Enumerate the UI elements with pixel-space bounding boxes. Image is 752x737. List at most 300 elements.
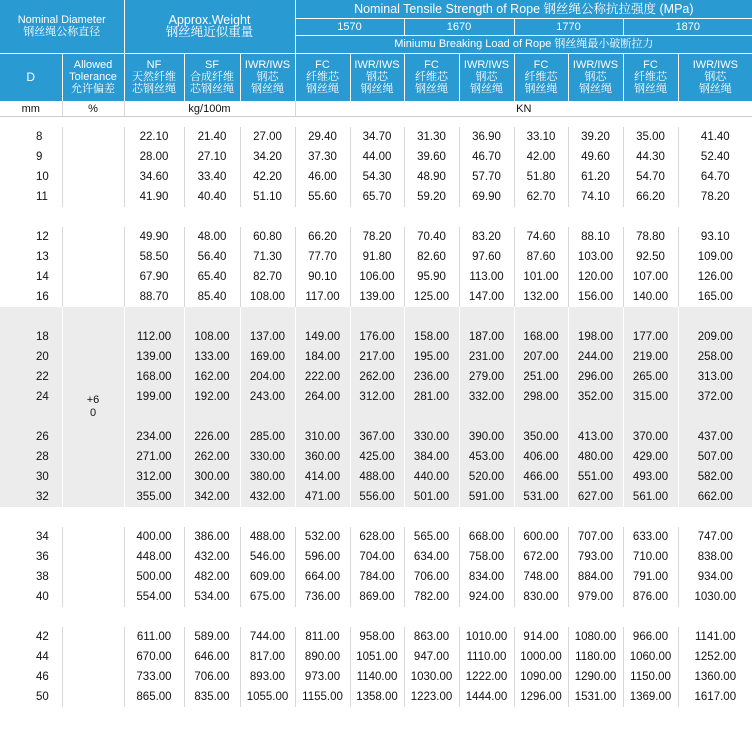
value-cell: 184.00 bbox=[295, 347, 350, 367]
value-cell: 838.00 bbox=[678, 547, 752, 567]
value-cell: 92.50 bbox=[623, 247, 678, 267]
value-cell: 226.00 bbox=[184, 427, 240, 447]
value-cell: 1531.00 bbox=[568, 687, 623, 707]
value-cell: 811.00 bbox=[295, 627, 350, 647]
value-cell: 87.60 bbox=[514, 247, 568, 267]
value-cell: 313.00 bbox=[678, 367, 752, 387]
value-cell: 33.40 bbox=[184, 167, 240, 187]
value-cell: 70.40 bbox=[404, 227, 459, 247]
value-cell: 342.00 bbox=[184, 487, 240, 507]
value-cell: 217.00 bbox=[350, 347, 404, 367]
spacer-cell bbox=[350, 607, 404, 627]
value-cell: 1110.00 bbox=[459, 647, 514, 667]
fc-label-cn2: 钢丝绳 bbox=[306, 83, 340, 96]
value-cell: 187.00 bbox=[459, 327, 514, 347]
group-spacer-row bbox=[0, 307, 752, 327]
value-cell: 90.10 bbox=[295, 267, 350, 287]
value-cell: 390.00 bbox=[459, 427, 514, 447]
value-cell: 126.00 bbox=[678, 267, 752, 287]
spacer-cell bbox=[404, 117, 459, 128]
value-cell: 865.00 bbox=[124, 687, 184, 707]
iws-label: IWR/IWS bbox=[572, 59, 619, 72]
value-cell: 168.00 bbox=[514, 327, 568, 347]
value-cell: 82.70 bbox=[240, 267, 295, 287]
value-cell: 54.30 bbox=[350, 167, 404, 187]
tolerance-cell-empty bbox=[62, 667, 124, 687]
value-cell: 48.00 bbox=[184, 227, 240, 247]
diameter-cell: 34 bbox=[0, 527, 62, 547]
spacer-cell bbox=[124, 407, 184, 427]
value-cell: 448.00 bbox=[124, 547, 184, 567]
value-cell: 132.00 bbox=[514, 287, 568, 307]
value-cell: 1444.00 bbox=[459, 687, 514, 707]
value-cell: 869.00 bbox=[350, 587, 404, 607]
value-cell: 243.00 bbox=[240, 387, 295, 407]
value-cell: 1369.00 bbox=[623, 687, 678, 707]
value-cell: 432.00 bbox=[184, 547, 240, 567]
value-cell: 165.00 bbox=[678, 287, 752, 307]
diameter-cell: 18 bbox=[0, 327, 62, 347]
spacer-cell bbox=[0, 117, 62, 128]
value-cell: 893.00 bbox=[240, 667, 295, 687]
table-row bbox=[0, 527, 752, 547]
spacer-cell bbox=[623, 207, 678, 227]
value-cell: 59.20 bbox=[404, 187, 459, 207]
spacer-cell bbox=[184, 607, 240, 627]
value-cell: 668.00 bbox=[459, 527, 514, 547]
value-cell: 48.90 bbox=[404, 167, 459, 187]
diameter-cell: 11 bbox=[0, 187, 62, 207]
tolerance-cell-empty bbox=[62, 127, 124, 147]
value-cell: 41.90 bbox=[124, 187, 184, 207]
value-cell: 664.00 bbox=[295, 567, 350, 587]
value-cell: 137.00 bbox=[240, 327, 295, 347]
value-cell: 69.90 bbox=[459, 187, 514, 207]
value-cell: 413.00 bbox=[568, 427, 623, 447]
table-row bbox=[0, 267, 752, 287]
value-cell: 352.00 bbox=[568, 387, 623, 407]
value-cell: 207.00 bbox=[514, 347, 568, 367]
fc-label-cn2: 钢丝绳 bbox=[524, 83, 558, 96]
value-cell: 101.00 bbox=[514, 267, 568, 287]
group-spacer-row bbox=[0, 507, 752, 527]
value-cell: 500.00 bbox=[124, 567, 184, 587]
value-cell: 380.00 bbox=[240, 467, 295, 487]
spacer-cell bbox=[678, 117, 752, 128]
spacer-cell bbox=[404, 407, 459, 427]
table-row bbox=[0, 247, 752, 267]
value-cell: 532.00 bbox=[295, 527, 350, 547]
spacer-cell bbox=[350, 207, 404, 227]
value-cell: 36.90 bbox=[459, 127, 514, 147]
value-cell: 56.40 bbox=[184, 247, 240, 267]
diameter-cell: 9 bbox=[0, 147, 62, 167]
value-cell: 262.00 bbox=[350, 367, 404, 387]
value-cell: 310.00 bbox=[295, 427, 350, 447]
spacer-cell bbox=[459, 507, 514, 527]
spacer-cell bbox=[568, 117, 623, 128]
spacer-cell bbox=[0, 407, 62, 427]
value-cell: 675.00 bbox=[240, 587, 295, 607]
spacer-cell bbox=[514, 407, 568, 427]
value-cell: 57.70 bbox=[459, 167, 514, 187]
value-cell: 744.00 bbox=[240, 627, 295, 647]
value-cell: 531.00 bbox=[514, 487, 568, 507]
spacer-cell bbox=[62, 507, 124, 527]
value-cell: 300.00 bbox=[184, 467, 240, 487]
diameter-cell: 12 bbox=[0, 227, 62, 247]
value-cell: 507.00 bbox=[678, 447, 752, 467]
iws-label-cn2: 钢丝绳 bbox=[579, 83, 613, 96]
value-cell: 350.00 bbox=[514, 427, 568, 447]
fc-label-cn2: 钢丝绳 bbox=[415, 83, 449, 96]
value-cell: 440.00 bbox=[404, 467, 459, 487]
iws-label-cn2: 钢丝绳 bbox=[470, 83, 504, 96]
iws-1570-column-header bbox=[350, 53, 404, 101]
spacer-cell bbox=[623, 117, 678, 128]
value-cell: 400.00 bbox=[124, 527, 184, 547]
spacer-cell bbox=[240, 607, 295, 627]
value-cell: 437.00 bbox=[678, 427, 752, 447]
value-cell: 279.00 bbox=[459, 367, 514, 387]
value-cell: 480.00 bbox=[568, 447, 623, 467]
spacer-cell bbox=[295, 607, 350, 627]
tolerance-cell-empty bbox=[62, 227, 124, 247]
table-row bbox=[0, 687, 752, 707]
value-cell: 793.00 bbox=[568, 547, 623, 567]
value-cell: 108.00 bbox=[240, 287, 295, 307]
value-cell: 627.00 bbox=[568, 487, 623, 507]
diameter-cell: 30 bbox=[0, 467, 62, 487]
value-cell: 236.00 bbox=[404, 367, 459, 387]
diameter-cell: 10 bbox=[0, 167, 62, 187]
nominal-diameter-header bbox=[0, 0, 124, 53]
value-cell: 1358.00 bbox=[350, 687, 404, 707]
fc-1570-column-header bbox=[295, 53, 350, 101]
value-cell: 83.20 bbox=[459, 227, 514, 247]
spacer-cell bbox=[678, 307, 752, 327]
value-cell: 42.00 bbox=[514, 147, 568, 167]
approx-weight-label-cn: 钢丝绳近似重量 bbox=[165, 25, 254, 40]
value-cell: 662.00 bbox=[678, 487, 752, 507]
value-cell: 706.00 bbox=[404, 567, 459, 587]
value-cell: 733.00 bbox=[124, 667, 184, 687]
fc-label-cn1: 纤维芯 bbox=[306, 71, 340, 84]
tolerance-cell-empty bbox=[62, 627, 124, 647]
value-cell: 65.70 bbox=[350, 187, 404, 207]
fc-label-cn1: 纤维芯 bbox=[415, 71, 449, 84]
diameter-cell: 28 bbox=[0, 447, 62, 467]
table-body bbox=[0, 117, 752, 708]
value-cell: 551.00 bbox=[568, 467, 623, 487]
sf-label-cn2: 芯钢丝绳 bbox=[190, 83, 234, 96]
tolerance-upper: +6 bbox=[86, 394, 100, 406]
diameter-cell: 32 bbox=[0, 487, 62, 507]
table-row bbox=[0, 147, 752, 167]
fc-1870-column-header bbox=[623, 53, 678, 101]
tolerance-cell-empty bbox=[62, 267, 124, 287]
value-cell: 1080.00 bbox=[568, 627, 623, 647]
diameter-cell: 26 bbox=[0, 427, 62, 447]
table-header bbox=[0, 0, 752, 117]
value-cell: 51.80 bbox=[514, 167, 568, 187]
value-cell: 710.00 bbox=[623, 547, 678, 567]
table-row bbox=[0, 167, 752, 187]
value-cell: 244.00 bbox=[568, 347, 623, 367]
value-cell: 332.00 bbox=[459, 387, 514, 407]
spacer-cell bbox=[295, 407, 350, 427]
spacer-cell bbox=[124, 117, 184, 128]
value-cell: 386.00 bbox=[184, 527, 240, 547]
grade-1770-header: 1770 bbox=[514, 18, 623, 35]
value-cell: 646.00 bbox=[184, 647, 240, 667]
value-cell: 113.00 bbox=[459, 267, 514, 287]
value-cell: 554.00 bbox=[124, 587, 184, 607]
spacer-cell bbox=[514, 507, 568, 527]
diameter-cell: 14 bbox=[0, 267, 62, 287]
value-cell: 520.00 bbox=[459, 467, 514, 487]
spacer-cell bbox=[678, 507, 752, 527]
value-cell: 176.00 bbox=[350, 327, 404, 347]
tolerance-cell-empty bbox=[62, 187, 124, 207]
value-cell: 95.90 bbox=[404, 267, 459, 287]
value-cell: 46.70 bbox=[459, 147, 514, 167]
spacer-cell bbox=[184, 307, 240, 327]
value-cell: 149.00 bbox=[295, 327, 350, 347]
value-cell: 429.00 bbox=[623, 447, 678, 467]
grade-1570-header: 1570 bbox=[295, 18, 404, 35]
spacer-cell bbox=[459, 607, 514, 627]
value-cell: 82.60 bbox=[404, 247, 459, 267]
fc-label-cn1: 纤维芯 bbox=[634, 71, 668, 84]
value-cell: 58.50 bbox=[124, 247, 184, 267]
value-cell: 330.00 bbox=[240, 447, 295, 467]
value-cell: 91.80 bbox=[350, 247, 404, 267]
value-cell: 49.60 bbox=[568, 147, 623, 167]
value-cell: 414.00 bbox=[295, 467, 350, 487]
iwr-label-cn2: 钢丝绳 bbox=[251, 83, 284, 96]
value-cell: 425.00 bbox=[350, 447, 404, 467]
spacer-cell bbox=[0, 307, 62, 327]
value-cell: 979.00 bbox=[568, 587, 623, 607]
sf-column-header bbox=[184, 53, 240, 101]
diameter-cell: 13 bbox=[0, 247, 62, 267]
value-cell: 195.00 bbox=[404, 347, 459, 367]
value-cell: 64.70 bbox=[678, 167, 752, 187]
value-cell: 890.00 bbox=[295, 647, 350, 667]
spacer-cell bbox=[184, 207, 240, 227]
value-cell: 209.00 bbox=[678, 327, 752, 347]
value-cell: 35.00 bbox=[623, 127, 678, 147]
value-cell: 65.40 bbox=[184, 267, 240, 287]
value-cell: 34.60 bbox=[124, 167, 184, 187]
fc-label: FC bbox=[424, 59, 439, 72]
value-cell: 117.00 bbox=[295, 287, 350, 307]
value-cell: 66.20 bbox=[295, 227, 350, 247]
value-cell: 330.00 bbox=[404, 427, 459, 447]
tolerance-label-cn: 允许偏差 bbox=[71, 83, 115, 96]
value-cell: 61.20 bbox=[568, 167, 623, 187]
value-cell: 258.00 bbox=[678, 347, 752, 367]
spacer-cell bbox=[459, 307, 514, 327]
value-cell: 966.00 bbox=[623, 627, 678, 647]
value-cell: 835.00 bbox=[184, 687, 240, 707]
value-cell: 1180.00 bbox=[568, 647, 623, 667]
value-cell: 312.00 bbox=[350, 387, 404, 407]
value-cell: 120.00 bbox=[568, 267, 623, 287]
value-cell: 589.00 bbox=[184, 627, 240, 647]
tolerance-cell-empty bbox=[62, 147, 124, 167]
value-cell: 1090.00 bbox=[514, 667, 568, 687]
spacer-cell bbox=[184, 507, 240, 527]
value-cell: 372.00 bbox=[678, 387, 752, 407]
value-cell: 133.00 bbox=[184, 347, 240, 367]
value-cell: 103.00 bbox=[568, 247, 623, 267]
value-cell: 106.00 bbox=[350, 267, 404, 287]
tolerance-cell-empty bbox=[62, 527, 124, 547]
sf-label-cn1: 合成纤维 bbox=[190, 71, 234, 84]
value-cell: 312.00 bbox=[124, 467, 184, 487]
spacer-cell bbox=[295, 507, 350, 527]
value-cell: 21.40 bbox=[184, 127, 240, 147]
value-cell: 78.20 bbox=[678, 187, 752, 207]
value-cell: 222.00 bbox=[295, 367, 350, 387]
spacer-cell bbox=[295, 207, 350, 227]
spacer-cell bbox=[240, 407, 295, 427]
value-cell: 934.00 bbox=[678, 567, 752, 587]
approx-weight-label: Approx.Weight bbox=[168, 13, 251, 28]
group-spacer-row bbox=[0, 607, 752, 627]
tolerance-lower: 0 bbox=[89, 407, 97, 419]
table-row bbox=[0, 187, 752, 207]
value-cell: 600.00 bbox=[514, 527, 568, 547]
iws-1670-column-header bbox=[459, 53, 514, 101]
value-cell: 1030.00 bbox=[678, 587, 752, 607]
diameter-cell: 36 bbox=[0, 547, 62, 567]
value-cell: 78.80 bbox=[623, 227, 678, 247]
value-cell: 834.00 bbox=[459, 567, 514, 587]
value-cell: 453.00 bbox=[459, 447, 514, 467]
value-cell: 501.00 bbox=[404, 487, 459, 507]
value-cell: 41.40 bbox=[678, 127, 752, 147]
spacer-cell bbox=[404, 507, 459, 527]
value-cell: 791.00 bbox=[623, 567, 678, 587]
value-cell: 884.00 bbox=[568, 567, 623, 587]
fc-1770-column-header bbox=[514, 53, 568, 101]
value-cell: 22.10 bbox=[124, 127, 184, 147]
value-cell: 219.00 bbox=[623, 347, 678, 367]
value-cell: 27.10 bbox=[184, 147, 240, 167]
iws-label: IWR/IWS bbox=[463, 59, 510, 72]
tolerance-cell-empty bbox=[62, 547, 124, 567]
units-row bbox=[0, 101, 752, 117]
value-cell: 265.00 bbox=[623, 367, 678, 387]
spacer-cell bbox=[514, 307, 568, 327]
value-cell: 77.70 bbox=[295, 247, 350, 267]
value-cell: 52.40 bbox=[678, 147, 752, 167]
table-row bbox=[0, 627, 752, 647]
diameter-cell: 50 bbox=[0, 687, 62, 707]
value-cell: 199.00 bbox=[124, 387, 184, 407]
value-cell: 28.00 bbox=[124, 147, 184, 167]
value-cell: 158.00 bbox=[404, 327, 459, 347]
nominal-diameter-label-cn: 钢丝绳公称直径 bbox=[23, 26, 101, 39]
spacer-cell bbox=[124, 507, 184, 527]
value-cell: 706.00 bbox=[184, 667, 240, 687]
value-cell: 1296.00 bbox=[514, 687, 568, 707]
value-cell: 198.00 bbox=[568, 327, 623, 347]
table-row bbox=[0, 227, 752, 247]
spacer-cell bbox=[568, 207, 623, 227]
value-cell: 817.00 bbox=[240, 647, 295, 667]
diameter-cell: 40 bbox=[0, 587, 62, 607]
value-cell: 97.60 bbox=[459, 247, 514, 267]
group-spacer-row bbox=[0, 207, 752, 227]
value-cell: 27.00 bbox=[240, 127, 295, 147]
spacer-cell bbox=[623, 507, 678, 527]
value-cell: 1223.00 bbox=[404, 687, 459, 707]
value-cell: 565.00 bbox=[404, 527, 459, 547]
iws-label: IWR/IWS bbox=[354, 59, 400, 72]
value-cell: 67.90 bbox=[124, 267, 184, 287]
value-cell: 830.00 bbox=[514, 587, 568, 607]
value-cell: 29.40 bbox=[295, 127, 350, 147]
value-cell: 736.00 bbox=[295, 587, 350, 607]
value-cell: 1141.00 bbox=[678, 627, 752, 647]
value-cell: 782.00 bbox=[404, 587, 459, 607]
spacer-cell bbox=[568, 507, 623, 527]
value-cell: 367.00 bbox=[350, 427, 404, 447]
d-column-header: D bbox=[0, 53, 62, 101]
fc-label-cn2: 钢丝绳 bbox=[634, 83, 668, 96]
value-cell: 1010.00 bbox=[459, 627, 514, 647]
value-cell: 156.00 bbox=[568, 287, 623, 307]
iws-1870-column-header bbox=[678, 53, 752, 101]
value-cell: 169.00 bbox=[240, 347, 295, 367]
fc-label: FC bbox=[533, 59, 549, 72]
value-cell: 1290.00 bbox=[568, 667, 623, 687]
spacer-cell bbox=[240, 307, 295, 327]
spacer-cell bbox=[350, 507, 404, 527]
spacer-cell bbox=[295, 117, 350, 128]
tensile-strength-header: Nominal Tensile Strength of Rope 钢丝绳公称抗拉强度 (MPa) bbox=[295, 0, 752, 18]
sf-label: SF bbox=[204, 59, 220, 72]
value-cell: 633.00 bbox=[623, 527, 678, 547]
value-cell: 42.20 bbox=[240, 167, 295, 187]
value-cell: 44.30 bbox=[623, 147, 678, 167]
value-cell: 271.00 bbox=[124, 447, 184, 467]
value-cell: 74.60 bbox=[514, 227, 568, 247]
table-row bbox=[0, 547, 752, 567]
value-cell: 54.70 bbox=[623, 167, 678, 187]
tolerance-cell-empty bbox=[62, 167, 124, 187]
iws-label-cn2: 钢丝绳 bbox=[698, 83, 732, 96]
value-cell: 958.00 bbox=[350, 627, 404, 647]
tolerance-cell-empty bbox=[62, 587, 124, 607]
spacer-cell bbox=[0, 207, 62, 227]
table-row bbox=[0, 667, 752, 687]
spacer-cell bbox=[678, 407, 752, 427]
value-cell: 49.90 bbox=[124, 227, 184, 247]
value-cell: 85.40 bbox=[184, 287, 240, 307]
value-cell: 71.30 bbox=[240, 247, 295, 267]
iwr-label: IWR/IWS bbox=[244, 59, 291, 72]
iws-label-cn1: 钢芯 bbox=[584, 71, 607, 84]
value-cell: 140.00 bbox=[623, 287, 678, 307]
iws-label-cn1: 钢芯 bbox=[704, 71, 727, 84]
spacer-cell bbox=[623, 607, 678, 627]
spacer-cell bbox=[404, 607, 459, 627]
